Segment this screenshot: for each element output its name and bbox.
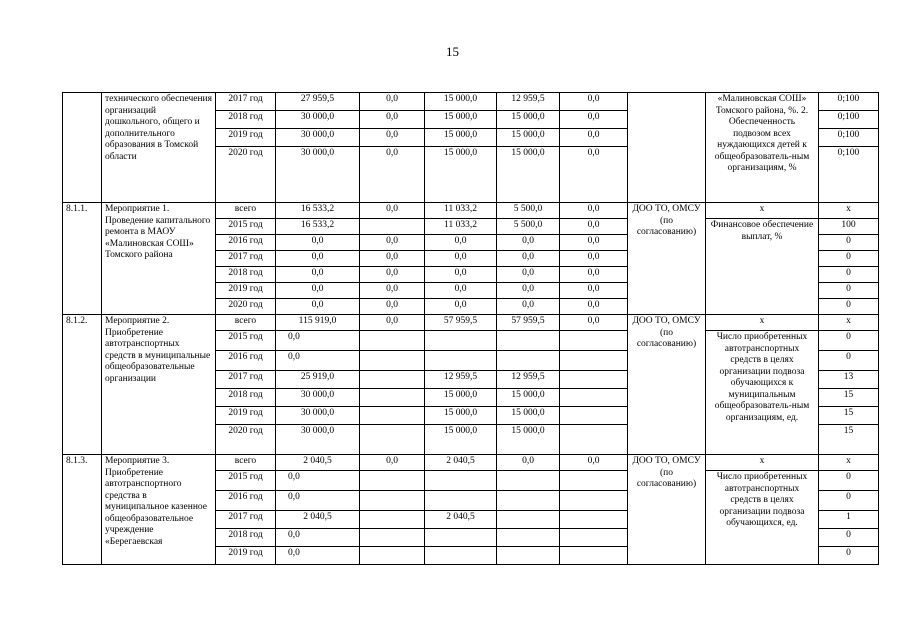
value-cell: 0,0 [360,315,425,331]
value-cell [560,371,628,389]
value-cell: 0,0 [560,299,628,315]
year-cell: 2020 год [216,147,276,203]
value-cell [560,511,628,529]
value-cell [360,547,425,565]
value-cell: 0,0 [560,129,628,147]
year-cell: всего [216,455,276,471]
value-cell: 15 000,0 [497,147,560,203]
value-cell: 0,0 [560,111,628,129]
value-cell: 15 000,0 [425,93,497,111]
executor-cell: ДОО ТО, ОМСУ (по согласованию) [628,455,706,565]
indicator-value: 0 [819,491,879,511]
indicator-value: 0 [819,547,879,565]
value-cell [360,351,425,371]
value-cell: 15 000,0 [425,407,497,425]
total-cell: 0,0 [276,235,360,251]
value-cell [360,511,425,529]
value-cell: 0,0 [360,251,425,267]
indicator-value: 100 [819,219,879,235]
total-cell: 0,0 [276,491,360,511]
total-cell: 0,0 [276,529,360,547]
year-cell: 2019 год [216,283,276,299]
table-row [63,93,879,111]
value-cell: 15 000,0 [425,389,497,407]
indicator-value: 0 [819,267,879,283]
table-row [63,455,879,471]
total-cell: 27 959,5 [276,93,360,111]
total-cell: 30 000,0 [276,111,360,129]
value-cell: 0,0 [360,267,425,283]
indicator-value: 0;100 [819,111,879,129]
year-cell: 2017 год [216,251,276,267]
value-cell [560,529,628,547]
value-cell: 0,0 [560,219,628,235]
value-cell: 12 959,5 [497,93,560,111]
value-cell [497,331,560,351]
value-cell: 2 040,5 [425,511,497,529]
year-cell: 2016 год [216,351,276,371]
total-cell: 0,0 [276,471,360,491]
table-row [63,203,879,219]
value-cell [497,529,560,547]
value-cell: 11 033,2 [425,203,497,219]
total-cell: 2 040,5 [276,511,360,529]
executor-cell: ДОО ТО, ОМСУ (по согласованию) [628,315,706,455]
value-cell [497,471,560,491]
value-cell [425,351,497,371]
value-cell: 0,0 [497,455,560,471]
value-cell: 0,0 [560,203,628,219]
value-cell [560,407,628,425]
value-cell: 0,0 [560,251,628,267]
value-cell: 0,0 [360,203,425,219]
total-cell: 0,0 [276,331,360,351]
value-cell [560,389,628,407]
indicator-value: 0 [819,471,879,491]
year-cell: 2015 год [216,471,276,491]
indicator-cell: «Малиновская СОШ» Томского района, %. 2. Обеспеченность подвозом всех нуждающихся детей к общеобразователь-ным организациям, % [706,93,819,203]
total-cell: 30 000,0 [276,425,360,455]
row-number-cell: 8.1.2. [63,315,102,455]
indicator-value: 0 [819,529,879,547]
value-cell: 0,0 [560,147,628,203]
value-cell [360,389,425,407]
value-cell: 0,0 [497,267,560,283]
value-cell [425,547,497,565]
value-cell [560,547,628,565]
indicator-value: x [819,315,879,331]
indicator-cell: Число приобретенных автотранспортных средств в целях организации подвоза обучающихся к муниципальным общеобразователь-ным организациям, ед. [706,331,819,455]
value-cell: 5 500,0 [497,203,560,219]
indicator-cell: Финансовое обеспечение выплат, % [706,219,819,315]
total-cell: 16 533,2 [276,219,360,235]
value-cell [560,331,628,351]
total-cell: 0,0 [276,251,360,267]
value-cell [360,407,425,425]
executor-cell [628,93,706,203]
value-cell: 0,0 [425,251,497,267]
row-number-cell: 8.1.1. [63,203,102,315]
value-cell: 0,0 [560,455,628,471]
indicator-value: 0 [819,235,879,251]
indicator-value: 0;100 [819,93,879,111]
total-cell: 16 533,2 [276,203,360,219]
year-cell: 2016 год [216,491,276,511]
value-cell: 0,0 [497,251,560,267]
value-cell: 15 000,0 [497,389,560,407]
value-cell: 0,0 [360,147,425,203]
value-cell [425,491,497,511]
value-cell [360,471,425,491]
value-cell: 0,0 [560,267,628,283]
value-cell: 11 033,2 [425,219,497,235]
total-cell: 0,0 [276,283,360,299]
value-cell: 15 000,0 [425,129,497,147]
value-cell: 12 959,5 [425,371,497,389]
value-cell [360,529,425,547]
value-cell: 0,0 [560,315,628,331]
year-cell: 2019 год [216,129,276,147]
indicator-value: 1 [819,511,879,529]
total-cell: 30 000,0 [276,147,360,203]
executor-cell: ДОО ТО, ОМСУ (по согласованию) [628,203,706,315]
activity-name: Мероприятие 1. Проведение капитального ремонта в МАОУ «Малиновская СОШ» Томского района [102,203,216,315]
value-cell [425,529,497,547]
year-cell: 2018 год [216,267,276,283]
indicator-value: x [819,455,879,471]
value-cell: 0,0 [497,299,560,315]
value-cell [497,491,560,511]
indicator-value: 13 [819,371,879,389]
value-cell [425,331,497,351]
year-cell: 2017 год [216,371,276,389]
year-cell: 2016 год [216,235,276,251]
value-cell: 0,0 [497,283,560,299]
value-cell: 2 040,5 [425,455,497,471]
year-cell: 2017 год [216,511,276,529]
indicator-value: 15 [819,425,879,455]
value-cell: 12 959,5 [497,371,560,389]
year-cell: 2015 год [216,219,276,235]
value-cell [560,471,628,491]
total-cell: 25 919,0 [276,371,360,389]
year-cell: 2019 год [216,547,276,565]
indicator-value: 15 [819,389,879,407]
activity-name: Мероприятие 2. Приобретение автотранспортных средств в муниципальные общеобразовательные организации [102,315,216,455]
year-cell: 2020 год [216,425,276,455]
value-cell: 0,0 [497,235,560,251]
total-cell: 115 919,0 [276,315,360,331]
value-cell [360,331,425,351]
value-cell [560,491,628,511]
page-number: 15 [446,44,459,59]
year-cell: 2018 год [216,389,276,407]
value-cell [497,547,560,565]
value-cell: 15 000,0 [425,425,497,455]
indicator-x: x [706,203,819,219]
year-cell: всего [216,315,276,331]
row-number-cell: 8.1.3. [63,455,102,565]
value-cell: 0,0 [360,235,425,251]
value-cell: 5 500,0 [497,219,560,235]
activity-name: Мероприятие 3. Приобретение автотранспортного средства в муниципальное казенное общеобразовательное учреждение «Берегаевская [102,455,216,565]
row-number-cell [63,93,102,203]
value-cell: 0,0 [360,455,425,471]
indicator-cell: Число приобретенных автотранспортных средств в целях организации подвоза обучающихся, ед. [706,471,819,565]
value-cell: 0,0 [425,267,497,283]
total-cell: 0,0 [276,547,360,565]
total-cell: 30 000,0 [276,129,360,147]
activity-name: технического обеспечения организаций дошкольного, общего и дополнительного образования в Томской области [102,93,216,203]
indicator-value: 0 [819,331,879,351]
value-cell: 15 000,0 [497,129,560,147]
value-cell: 0,0 [360,129,425,147]
value-cell [497,511,560,529]
indicator-value: 0 [819,299,879,315]
total-cell: 0,0 [276,351,360,371]
indicator-value: 0;100 [819,147,879,203]
value-cell: 57 959,5 [425,315,497,331]
value-cell: 0,0 [560,283,628,299]
value-cell: 0,0 [425,235,497,251]
value-cell: 15 000,0 [497,407,560,425]
value-cell: 15 000,0 [497,111,560,129]
value-cell: 0,0 [360,283,425,299]
year-cell: всего [216,203,276,219]
value-cell [560,351,628,371]
value-cell [560,425,628,455]
indicator-value: x [819,203,879,219]
total-cell: 0,0 [276,299,360,315]
total-cell: 30 000,0 [276,407,360,425]
indicator-value: 0 [819,351,879,371]
value-cell: 15 000,0 [425,147,497,203]
value-cell: 57 959,5 [497,315,560,331]
indicator-x: x [706,315,819,331]
value-cell: 0,0 [360,111,425,129]
year-cell: 2017 год [216,93,276,111]
value-cell [360,371,425,389]
value-cell: 0,0 [560,93,628,111]
total-cell: 0,0 [276,267,360,283]
total-cell: 30 000,0 [276,389,360,407]
indicator-value: 0;100 [819,129,879,147]
value-cell: 15 000,0 [497,425,560,455]
value-cell: 0,0 [560,235,628,251]
value-cell: 0,0 [360,93,425,111]
year-cell: 2018 год [216,529,276,547]
year-cell: 2018 год [216,111,276,129]
year-cell: 2015 год [216,331,276,351]
value-cell [360,491,425,511]
year-cell: 2020 год [216,299,276,315]
program-activities-table [62,92,879,565]
indicator-x: x [706,455,819,471]
value-cell: 0,0 [425,283,497,299]
total-cell: 2 040,5 [276,455,360,471]
indicator-value: 0 [819,283,879,299]
value-cell: 15 000,0 [425,111,497,129]
table-row [63,315,879,331]
value-cell [497,351,560,371]
value-cell: 0,0 [360,299,425,315]
value-cell [360,425,425,455]
value-cell: 0,0 [425,299,497,315]
value-cell [425,471,497,491]
indicator-value: 15 [819,407,879,425]
indicator-value: 0 [819,251,879,267]
year-cell: 2019 год [216,407,276,425]
value-cell [360,219,425,235]
